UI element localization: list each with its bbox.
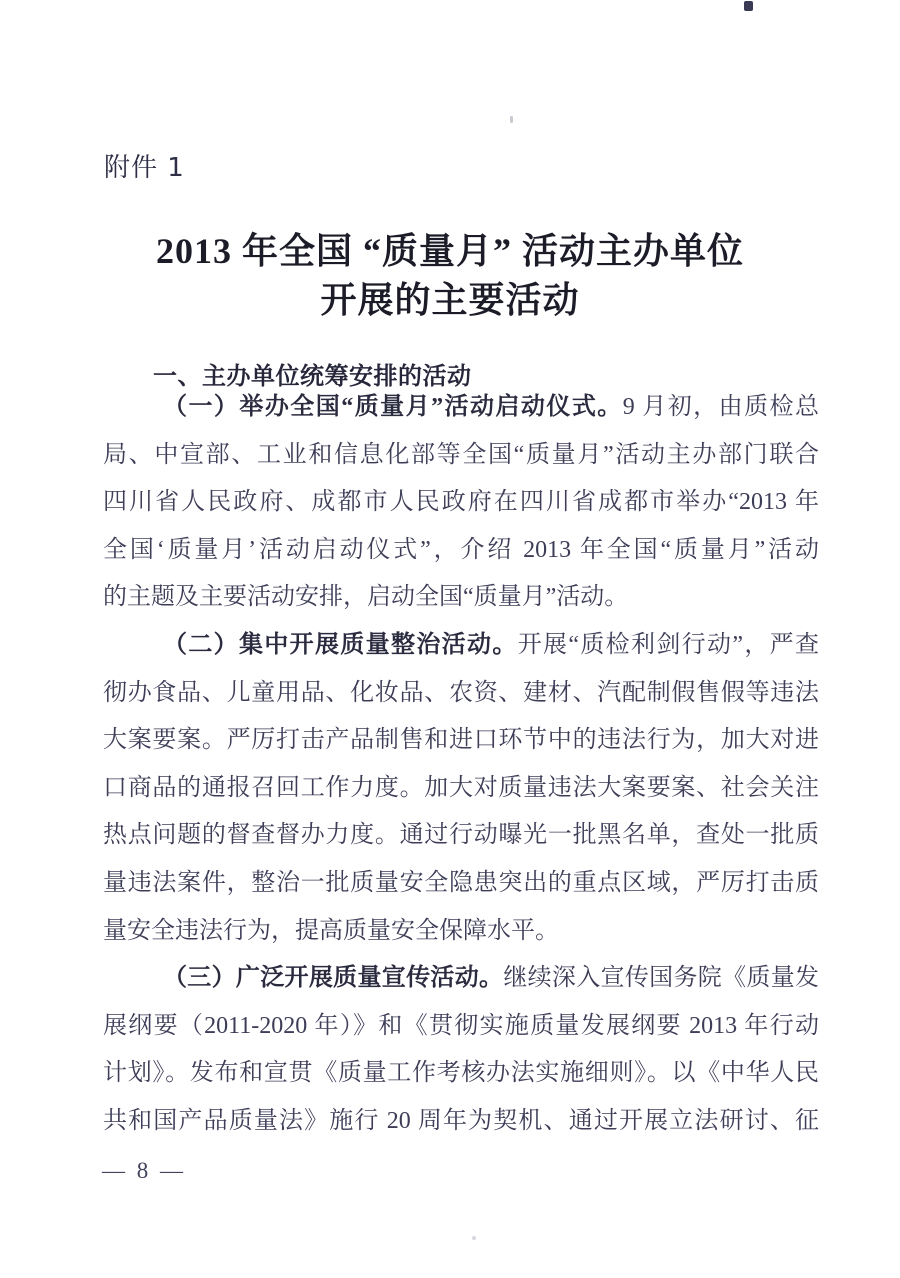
text-line: 全国‘质量月’活动启动仪式”，介绍 2013 年全国“质量月”活动 bbox=[103, 536, 819, 563]
text-line: 展纲要（2011-2020 年）》和《贯彻实施质量发展纲要 2013 年行动 bbox=[103, 1012, 819, 1039]
paragraph-lead: （二）集中开展质量整治活动。 bbox=[163, 631, 518, 658]
text-line: 共和国产品质量法》施行 20 周年为契机、通过开展立法研讨、征 bbox=[103, 1107, 819, 1134]
text-line: 口商品的通报召回工作力度。加大对质量违法大案要案、社会关注 bbox=[103, 774, 819, 801]
scan-artifact-speck bbox=[510, 116, 513, 123]
page-number: — 8 — bbox=[102, 1158, 186, 1183]
document-body bbox=[103, 384, 819, 1146]
section-heading: 一、主办单位统筹安排的活动 bbox=[153, 362, 472, 390]
text-line: 量安全违法行为，提高质量安全保障水平。 bbox=[103, 917, 559, 944]
paragraph-text: 开展“质检利剑行动”，严查 bbox=[517, 631, 820, 658]
document-title-line1: 2013 年全国 “质量月” 活动主办单位 bbox=[155, 231, 744, 271]
scan-artifact-speck bbox=[744, 1, 753, 11]
paragraph-text: 9 月初，由质检总 bbox=[622, 394, 820, 420]
text-line bbox=[103, 622, 819, 670]
text-line: 计划》。发布和宣贯《质量工作考核办法实施细则》。以《中华人民 bbox=[103, 1060, 819, 1087]
text-line: 局、中宣部、工业和信息化部等全国“质量月”活动主办部门联合 bbox=[103, 441, 819, 468]
scan-artifact-speck bbox=[472, 1236, 476, 1240]
document-title-line2: 开展的主要活动 bbox=[320, 280, 580, 320]
text-line bbox=[103, 955, 819, 1003]
paragraph-lead: （三）广泛开展质量宣传活动。 bbox=[163, 965, 504, 992]
text-line: 量违法案件，整治一批质量安全隐患突出的重点区域，严厉打击质 bbox=[103, 869, 819, 896]
paragraph-lead: （一）举办全国“质量月”活动启动仪式。 bbox=[163, 394, 623, 420]
text-line: 大案要案。严厉打击产品制售和进口环节中的违法行为，加大对进 bbox=[103, 727, 819, 754]
paragraph-text: 继续深入宣传国务院《质量发 bbox=[503, 965, 820, 992]
text-line: 的主题及主要活动安排，启动全国“质量月”活动。 bbox=[103, 584, 629, 611]
document-title bbox=[0, 227, 900, 325]
text-line: 四川省人民政府、成都市人民政府在四川省成都市举办“2013 年 bbox=[103, 489, 819, 516]
text-line: 彻办食品、儿童用品、化妆品、农资、建材、汽配制假售假等违法 bbox=[103, 679, 819, 706]
attachment-label: 附件 1 bbox=[104, 153, 185, 183]
text-line: 热点问题的督查督办力度。通过行动曝光一批黑名单，查处一批质 bbox=[103, 822, 819, 849]
text-line bbox=[103, 384, 819, 432]
